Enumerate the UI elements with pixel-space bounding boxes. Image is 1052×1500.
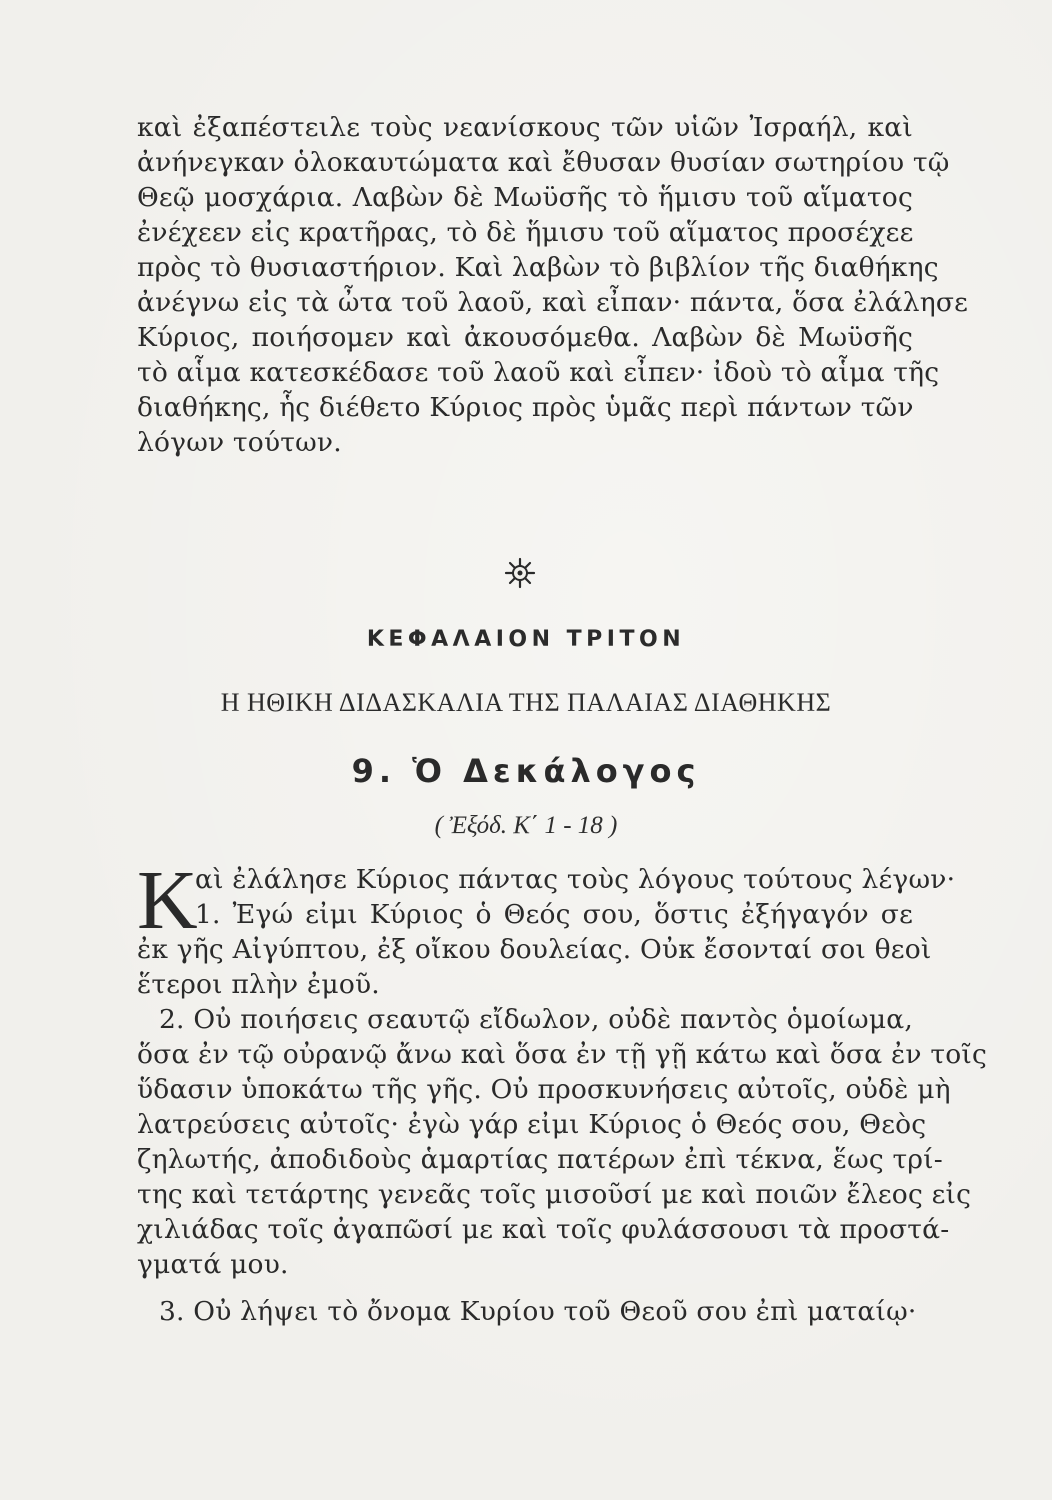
- decalogue-text: [137, 854, 987, 1329]
- text-line: ἀνήνεγκαν ὁλοκαυτώματα καὶ ἔθυσαν θυσίαν σωτηρίου τῷ: [137, 147, 950, 178]
- text-line: ἐνέχεεν εἰς κρατῆρας, τὸ δὲ ἥμισυ τοῦ αἵματος προσέχεε: [137, 217, 914, 248]
- source-reference: ( Ἐξόδ. Κ΄ 1 - 18 ): [434, 812, 618, 839]
- text-line: λόγων τούτων.: [137, 427, 342, 458]
- intro-paragraph: [137, 110, 969, 460]
- section-title: 9. Ὁ Δεκάλογος: [351, 752, 701, 790]
- text-line: Κύριος, ποιήσομεν καὶ ἀκουσόμεθα. Λαβὼν δὲ Μωϋσῆς: [137, 322, 913, 353]
- text-line: ὕδασιν ὑποκάτω τῆς γῆς. Οὐ προσκυνήσεις αὐτοῖς, οὐδὲ μὴ: [137, 1074, 951, 1105]
- text-line: πρὸς τὸ θυσιαστήριον. Καὶ λαβὼν τὸ βιβλίον τῆς διαθήκης: [137, 252, 939, 283]
- text-line: καὶ ἐξαπέστειλε τοὺς νεανίσκους τῶν υἱῶν Ἰσραήλ, καὶ: [137, 112, 913, 143]
- text-line: ὅσα ἐν τῷ οὐρανῷ ἄνω καὶ ὅσα ἐν τῇ γῇ κάτω καὶ ὅσα ἐν τοῖς: [137, 1039, 987, 1070]
- text-line: ἕτεροι πλὴν ἐμοῦ.: [137, 969, 380, 1000]
- text-line: ζηλωτής, ἀποδιδοὺς ἁμαρτίας πατέρων ἐπὶ τέκνα, ἕως τρί-: [137, 1144, 943, 1175]
- star-ornament-icon: [502, 555, 538, 591]
- text-line: ἐκ γῆς Αἰγύπτου, ἐξ οἴκου δουλείας. Οὐκ ἔσονταί σοι θεοὶ: [137, 934, 932, 965]
- text-line: 1. Ἐγώ εἰμι Κύριος ὁ Θεός σου, ὅστις ἐξήγαγόν σε: [195, 899, 913, 930]
- text-line: λατρεύσεις αὐτοῖς· ἐγὼ γάρ εἰμι Κύριος ὁ Θεός σου, Θεὸς: [137, 1109, 927, 1140]
- text-line: 2. Οὐ ποιήσεις σεαυτῷ εἴδωλον, οὐδὲ παντὸς ὁμοίωμα,: [159, 1004, 913, 1035]
- text-line: διαθήκης, ἧς διέθετο Κύριος πρὸς ὑμᾶς περὶ πάντων τῶν: [137, 392, 914, 423]
- text-line: ἀνέγνω εἰς τὰ ὦτα τοῦ λαοῦ, καὶ εἶπαν· πάντα, ὅσα ἐλάλησε: [137, 287, 969, 318]
- text-line: γματά μου.: [137, 1249, 289, 1280]
- text-line: αὶ ἐλάλησε Κύριος πάντας τοὺς λόγους τούτους λέγων·: [195, 864, 956, 895]
- text-line: χιλιάδας τοῖς ἀγαπῶσί με καὶ τοῖς φυλάσσουσι τὰ προστά-: [137, 1214, 950, 1245]
- chapter-subtitle: Η ΗΘΙΚΗ ΔΙΔΑΣΚΑΛΙΑ ΤΗΣ ΠΑΛΑΙΑΣ ΔΙΑΘΗΚΗΣ: [220, 688, 832, 717]
- chapter-heading: ΚΕΦΑΛΑΙΟΝ ΤΡΙΤΟΝ: [366, 627, 686, 652]
- text-line: 3. Οὐ λήψει τὸ ὄνομα Κυρίου τοῦ Θεοῦ σου ἐπὶ ματαίῳ·: [159, 1296, 917, 1327]
- text-line: Θεῷ μοσχάρια. Λαβὼν δὲ Μωϋσῆς τὸ ἥμισυ τοῦ αἵματος: [137, 182, 913, 213]
- text-line: της καὶ τετάρτης γενεᾶς τοῖς μισοῦσί με καὶ ποιῶν ἔλεος εἰς: [137, 1179, 972, 1210]
- drop-cap: Κ: [137, 854, 198, 947]
- text-line: τὸ αἷμα κατεσκέδασε τοῦ λαοῦ καὶ εἶπεν· ἰδοὺ τὸ αἷμα τῆς: [137, 357, 940, 388]
